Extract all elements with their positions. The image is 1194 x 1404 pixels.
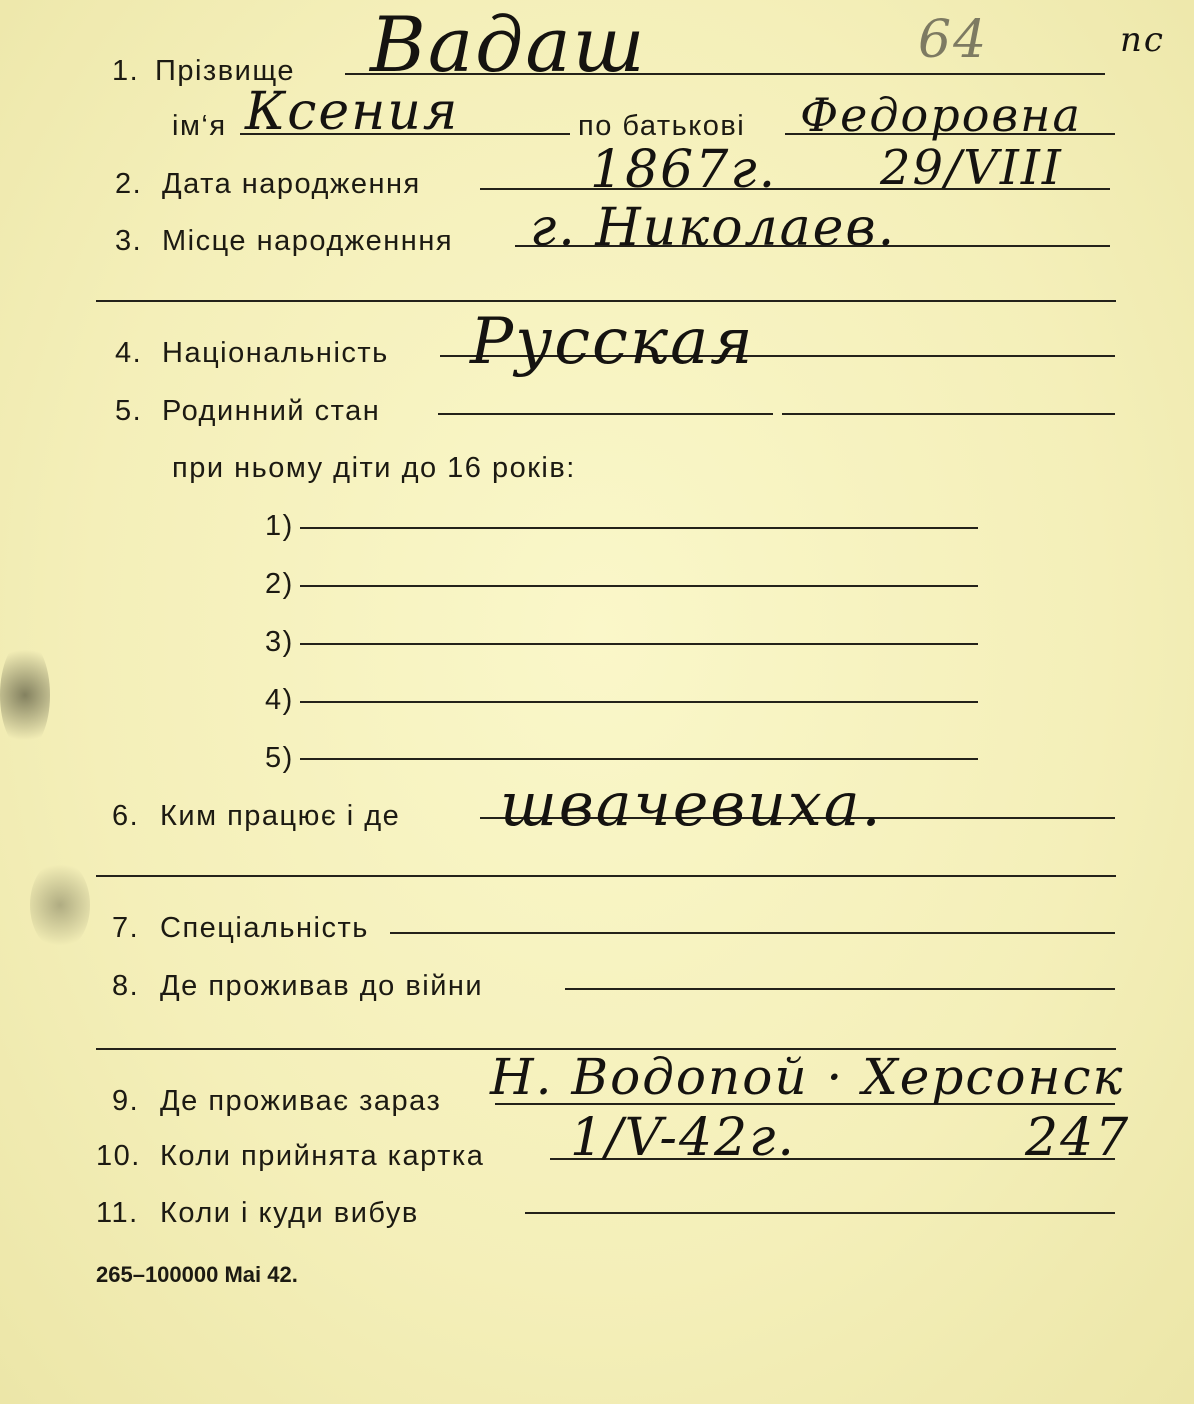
q9-number: 9. <box>112 1085 140 1117</box>
q1b-patronymic-value: Федоровна <box>800 88 1082 142</box>
child-3-line <box>300 643 978 645</box>
q10-label: Коли прийнята картка <box>160 1140 485 1172</box>
q4-label: Національність <box>162 337 389 369</box>
q1-number: 1. <box>112 55 140 87</box>
q1-label: Прізвище <box>155 55 295 87</box>
child-1-label: 1) <box>265 510 294 542</box>
q2-day-value: 29/VIII <box>880 140 1063 196</box>
q5-line-a <box>438 413 773 415</box>
q7-label: Спеціальність <box>160 912 369 944</box>
q5-label: Родинний стан <box>162 395 381 427</box>
q8-number: 8. <box>112 970 140 1002</box>
child-5-line <box>300 758 978 760</box>
q8-label: Де проживав до війни <box>160 970 484 1002</box>
q10-number: 10. <box>96 1140 141 1172</box>
q3-label: Місце народженння <box>162 225 454 257</box>
q9-residence-value: Н. Водопой · Херсонск <box>490 1048 1125 1106</box>
child-2-line <box>300 585 978 587</box>
q10-date-value: 1/V-42г. <box>570 1108 796 1168</box>
q5-line-b <box>782 413 1115 415</box>
child-2-label: 2) <box>265 568 294 600</box>
child-3-label: 3) <box>265 626 294 658</box>
q1b-name-value: Ксения <box>245 82 460 142</box>
q1b-patronymic-label: по батькові <box>578 110 746 142</box>
q5-children-label: при ньому діти до 16 років: <box>172 452 576 484</box>
q11-number: 11. <box>96 1197 139 1229</box>
q1b-name-label: ім‘я <box>172 110 227 142</box>
q3-number: 3. <box>115 225 143 257</box>
q11-label: Коли і куди вибув <box>160 1197 419 1229</box>
child-1-line <box>300 527 978 529</box>
q3-line-2 <box>96 300 1116 302</box>
q4-nationality-value: Русская <box>470 305 755 379</box>
q1-note-number: 64 <box>918 10 989 70</box>
child-4-label: 4) <box>265 684 294 716</box>
q6-line-2 <box>96 875 1116 877</box>
q2-label: Дата народження <box>162 168 421 200</box>
q8-line <box>565 988 1115 990</box>
q1-surname-value: Вадаш <box>370 0 647 89</box>
q3-birthplace-value: г. Николаев. <box>530 198 897 258</box>
q11-line <box>525 1212 1115 1214</box>
q6-number: 6. <box>112 800 140 832</box>
q2-number: 2. <box>115 168 143 200</box>
q4-number: 4. <box>115 337 143 369</box>
q7-line <box>390 932 1115 934</box>
q7-number: 7. <box>112 912 140 944</box>
child-4-line <box>300 701 978 703</box>
child-5-label: 5) <box>265 742 294 774</box>
ink-smudge <box>0 640 50 750</box>
print-code: 265–100000 Mai 42. <box>96 1262 298 1287</box>
q10-number-value: 247 <box>1025 1108 1131 1168</box>
q5-number: 5. <box>115 395 143 427</box>
q1-note-suffix: пс <box>1120 20 1165 60</box>
q6-occupation-value: швачевиха. <box>500 770 883 840</box>
q6-label: Ким працює і де <box>160 800 401 832</box>
q2-year-value: 1867г. <box>590 140 778 200</box>
ink-smudge <box>30 860 90 950</box>
q9-label: Де проживає зараз <box>160 1085 442 1117</box>
